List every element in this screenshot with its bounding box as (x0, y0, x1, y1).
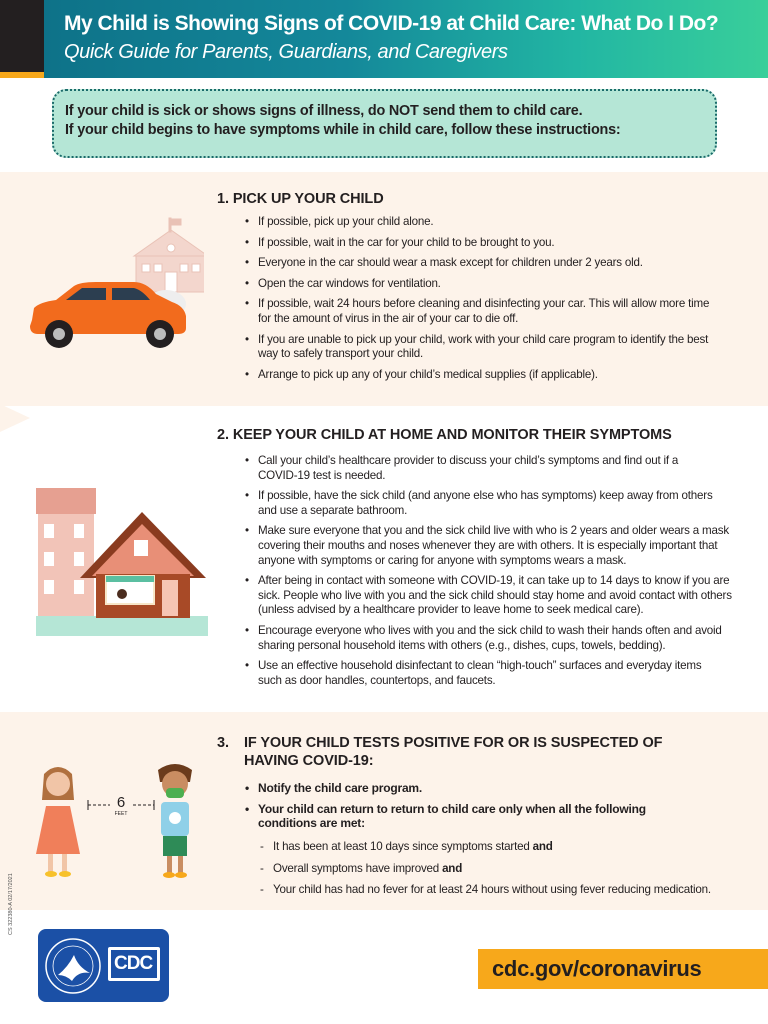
section2-list (244, 454, 744, 688)
distance-unit: FEET (114, 811, 128, 817)
url-banner[interactable] (478, 949, 768, 989)
list-item: • Arrange to pick up any of your child’s medical supplies (if applicable). (244, 368, 724, 383)
section3-title-line-2: HAVING COVID-19: (244, 753, 374, 769)
list-item: • If possible, pick up your child alone. (244, 215, 724, 230)
callout-line-1 (65, 102, 715, 121)
conditions-list (259, 840, 739, 905)
cdc-logo-text: CDC (114, 953, 153, 974)
condition-item (259, 840, 739, 855)
social-distancing-illustration (30, 760, 206, 882)
cdc-logo-inner (111, 950, 157, 978)
document-code: CS 322380-A 02/17/2021 (8, 873, 14, 935)
house-icon (80, 512, 206, 618)
home-illustration (34, 488, 210, 640)
condition-item (259, 883, 739, 898)
condition-text: Overall symptoms have improved (273, 861, 443, 875)
condition-text: It has been at least 10 days since symptoms started (273, 840, 533, 853)
page-title: My Child is Showing Signs of COVID-19 at Child Care: What Do I Do? (64, 12, 719, 35)
list-item: • Use an effective household disinfectant to clean “high-touch” surfaces and everyday items such as door handles, countertops, and faucets. (244, 659, 704, 688)
callout-line-2: If your child begins to have symptoms while in child care, follow these instructions: (65, 122, 621, 138)
list-item: • If possible, wait in the car for your child to be brought to you. (244, 236, 724, 251)
list-item: • If possible, wait 24 hours before cleaning and disinfecting your car. This will allow more time for the amount of virus in the air of your car to die off. (244, 297, 724, 326)
callout-text-b: send them to child care. (418, 103, 583, 119)
boy-icon (158, 764, 192, 878)
list-item: • Encourage everyone who lives with you and the sick child to wash their hands often and avoid sharing personal household items with others (e.g., dishes, cups, towels, bedding). (244, 624, 729, 653)
cdc-logo (108, 947, 160, 981)
list-item: • After being in contact with someone with COVID-19, it can take up to 14 days to know if you are sick. People who live with you and the sick child should stay home and avoid contact with others (unless advised by a healthcare provider to leave home to seek medical care). (244, 574, 744, 618)
list-item: • Make sure everyone that you and the sick child live with who is 2 years and older wears a mask covering their mouths and noses whenever they are with others. It is especially important that anyone with symptoms or caring for anyone with symptoms wears a mask. (244, 524, 744, 568)
condition-and: and (532, 840, 553, 853)
school-and-car-illustration (26, 216, 204, 366)
list-item: • Call your child’s healthcare provider to discuss your child’s symptoms and find out if a COVID-19 test is needed. (244, 454, 684, 483)
callout-not: NOT (388, 103, 419, 119)
condition-text: Your child has had no fever for at least 24 hours without using fever reducing medication. (273, 883, 711, 897)
header-orange-strip (0, 72, 44, 78)
section3-list (244, 781, 664, 831)
header-banner (0, 0, 768, 78)
warning-callout (52, 89, 717, 158)
girl-icon (36, 767, 80, 877)
section1-list (244, 215, 724, 382)
apartment-building-icon (36, 488, 96, 616)
lawn (36, 616, 208, 636)
list-item: • If you are unable to pick up your child, work with your child care program to identify the best way to safely transport your child. (244, 333, 724, 362)
list-item: • If possible, have the sick child (and anyone else who has symptoms) keep away from others and use a separate bathroom. (244, 489, 714, 518)
section3-title-line-1: IF YOUR CHILD TESTS POSITIVE FOR OR IS SUSPECTED OF (244, 735, 663, 751)
distance-number: 6 (116, 794, 126, 811)
list-item: • Everyone in the car should wear a mask except for children under 2 years old. (244, 256, 724, 271)
hhs-seal-icon (44, 937, 102, 995)
condition-item (259, 862, 739, 877)
section3-number: 3. (217, 735, 229, 751)
header-dark-block (0, 0, 44, 72)
distance-marker (88, 792, 154, 818)
car-icon (30, 282, 186, 348)
section2-title: 2. KEEP YOUR CHILD AT HOME AND MONITOR THEIR SYMPTOMS (217, 427, 672, 443)
condition-and: and (442, 861, 463, 875)
list-item: • Open the car windows for ventilation. (244, 277, 724, 292)
callout-text-a: If your child is sick or shows signs of illness, do (65, 103, 389, 119)
list-item: • Notify the child care program. (244, 781, 664, 796)
website-link[interactable]: cdc.gov/coronavirus (492, 956, 702, 981)
section1-title: 1. PICK UP YOUR CHILD (217, 191, 384, 207)
cdc-logo-block (38, 929, 169, 1002)
page-subtitle: Quick Guide for Parents, Guardians, and Caregivers (64, 41, 508, 63)
mask-icon (166, 788, 184, 798)
school-icon (134, 218, 204, 292)
list-item: • Your child can return to return to child care only when all the following conditions are met: (244, 802, 654, 831)
